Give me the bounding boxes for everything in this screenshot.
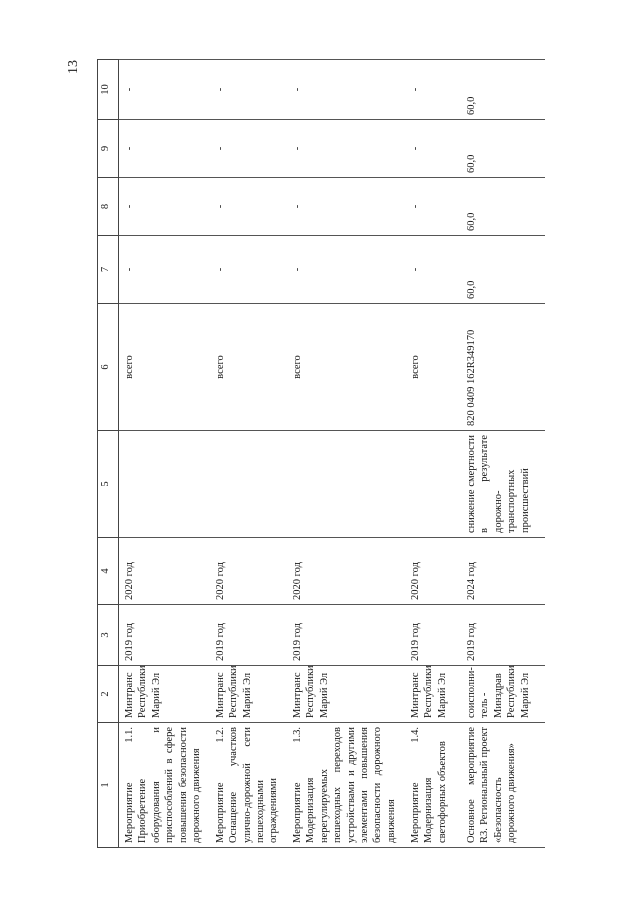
- col-header-3: 3: [98, 605, 119, 666]
- budget-code-cell: всего: [405, 304, 461, 431]
- col-header-8: 8: [98, 178, 119, 236]
- rotated-table-container: [97, 60, 531, 848]
- start-year-cell: 2019 год: [210, 605, 287, 666]
- col-header-9: 9: [98, 120, 119, 178]
- budget-code-cell: всего: [287, 304, 405, 431]
- executor-cell: соисполни-тель - Минздрав Республики Марий Эл: [461, 666, 545, 723]
- result-cell: [405, 431, 461, 538]
- amount-cell-8: -: [119, 178, 210, 236]
- event-name-cell: Мероприятие 1.3. Модернизация нерегулируемых пешеходных переходов устройствами и другими элементами повышения безопасности дорожного движения: [287, 723, 405, 848]
- event-name-cell: Мероприятие 1.4. Модернизация светофорных объектов: [405, 723, 461, 848]
- start-year-cell: 2019 год: [119, 605, 210, 666]
- table-row: [287, 60, 405, 848]
- result-cell: [119, 431, 210, 538]
- table-row: [119, 60, 210, 848]
- event-name-cell: Мероприятие 1.1. Приобретение оборудования и приспособлений в сфере повышения безопасности дорожного движения: [119, 723, 210, 848]
- budget-code-cell: 820 0409 162R349170: [461, 304, 545, 431]
- amount-cell-8: -: [210, 178, 287, 236]
- end-year-cell: 2020 год: [210, 538, 287, 605]
- end-year-cell: 2024 год: [461, 538, 545, 605]
- amount-cell-8: -: [405, 178, 461, 236]
- col-header-4: 4: [98, 538, 119, 605]
- executor-cell: Минтранс Республики Марий Эл: [119, 666, 210, 723]
- amount-cell-10: -: [210, 60, 287, 120]
- header-row: [98, 60, 119, 848]
- page-number: 13: [66, 60, 81, 74]
- end-year-cell: 2020 год: [119, 538, 210, 605]
- amount-cell-10: 60,0: [461, 60, 545, 120]
- amount-cell-8: -: [287, 178, 405, 236]
- amount-cell-9: -: [210, 120, 287, 178]
- amount-cell-9: -: [287, 120, 405, 178]
- amount-cell-9: 60,0: [461, 120, 545, 178]
- budget-code-cell: всего: [210, 304, 287, 431]
- result-cell: [287, 431, 405, 538]
- executor-cell: Минтранс Республики Марий Эл: [210, 666, 287, 723]
- amount-cell-7: -: [210, 236, 287, 304]
- executor-cell: Минтранс Республики Марий Эл: [287, 666, 405, 723]
- amount-cell-10: -: [287, 60, 405, 120]
- amount-cell-7: 60,0: [461, 236, 545, 304]
- amount-cell-10: -: [405, 60, 461, 120]
- amount-cell-10: -: [119, 60, 210, 120]
- amount-cell-7: -: [287, 236, 405, 304]
- result-cell: [210, 431, 287, 538]
- start-year-cell: 2019 год: [461, 605, 545, 666]
- start-year-cell: 2019 год: [405, 605, 461, 666]
- col-header-5: 5: [98, 431, 119, 538]
- col-header-10: 10: [98, 60, 119, 120]
- col-header-6: 6: [98, 304, 119, 431]
- end-year-cell: 2020 год: [405, 538, 461, 605]
- col-header-2: 2: [98, 666, 119, 723]
- end-year-cell: 2020 год: [287, 538, 405, 605]
- amount-cell-7: -: [119, 236, 210, 304]
- program-table: [97, 59, 545, 848]
- col-header-7: 7: [98, 236, 119, 304]
- start-year-cell: 2019 год: [287, 605, 405, 666]
- amount-cell-8: 60,0: [461, 178, 545, 236]
- event-name-cell: Основное мероприятие R3. Региональный проект «Безопасность дорожного движения»: [461, 723, 545, 848]
- event-name-cell: Мероприятие 1.2. Оснащение участков улично-дорожной сети пешеходными ограждениями: [210, 723, 287, 848]
- table-row: [210, 60, 287, 848]
- result-cell: снижение смертности в результате дорожно-транспортных происшествий: [461, 431, 545, 538]
- col-header-1: 1: [98, 723, 119, 848]
- executor-cell: Минтранс Республики Марий Эл: [405, 666, 461, 723]
- amount-cell-9: -: [119, 120, 210, 178]
- budget-code-cell: всего: [119, 304, 210, 431]
- amount-cell-7: -: [405, 236, 461, 304]
- table-row: [405, 60, 461, 848]
- table-row: [461, 60, 545, 848]
- amount-cell-9: -: [405, 120, 461, 178]
